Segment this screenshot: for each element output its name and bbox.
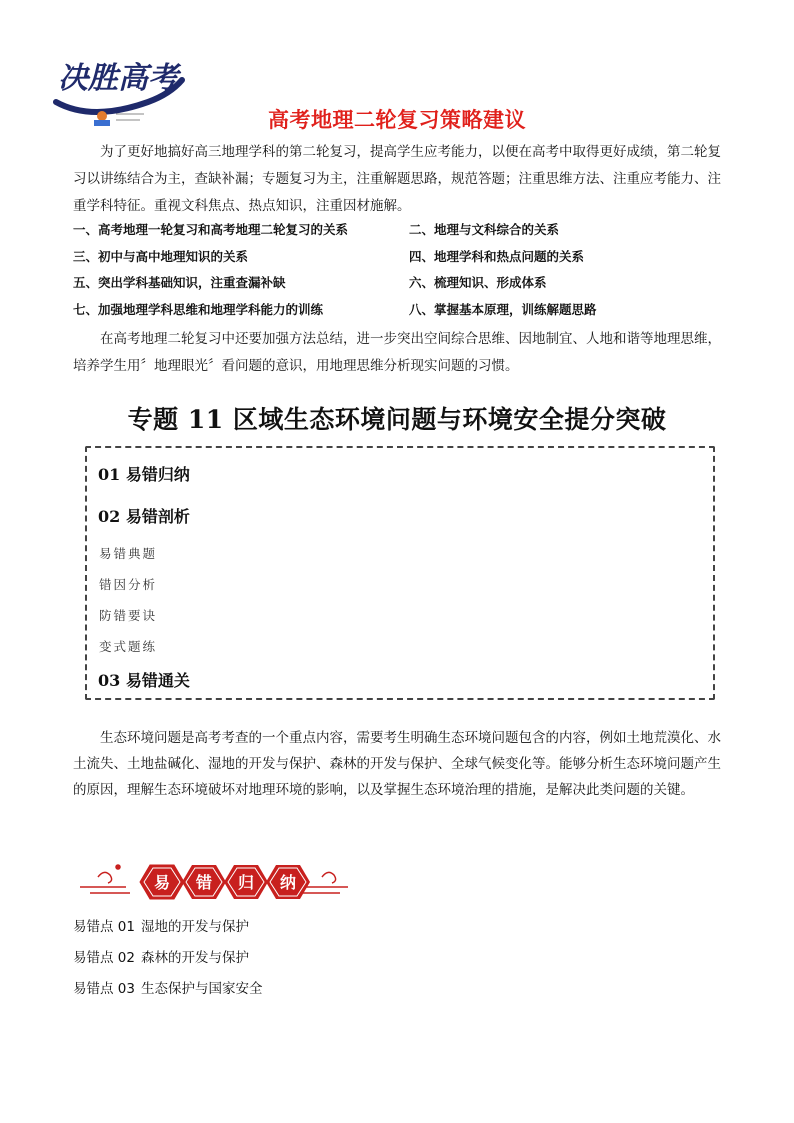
strategy-item: 四、地理学科和热点问题的关系 (409, 248, 585, 264)
strategy-row (73, 220, 723, 247)
banner-char: 纳 (279, 873, 297, 892)
banner-char: 归 (237, 873, 255, 892)
outline-heading-2: 02 易错剖析 (98, 507, 190, 526)
logo-text: 决胜高考 (58, 61, 178, 96)
banner-char: 易 (153, 873, 171, 892)
error-point (73, 945, 268, 976)
banner-char: 错 (195, 873, 213, 892)
error-point-title: 湿地的开发与保护 (140, 919, 249, 935)
topic-title: 专题 11 区域生态环境问题与环境安全提分突破 (127, 405, 667, 434)
outline-heading-3: 03 易错通关 (98, 671, 190, 690)
strategy-row (73, 247, 723, 274)
section-banner (78, 853, 350, 911)
strategy-row (73, 273, 723, 300)
outline-subitem: 易错典题 (99, 546, 158, 561)
strategy-row (73, 300, 723, 327)
error-point (73, 914, 268, 945)
strategy-item: 二、地理与文科综合的关系 (409, 222, 560, 237)
outline-subitem: 防错要诀 (99, 608, 158, 623)
error-point-title: 生态保护与国家安全 (140, 981, 263, 997)
outline-subitem: 变式题练 (99, 639, 158, 654)
strategy-item: 三、初中与高中地理知识的关系 (73, 248, 249, 264)
outline-box (85, 446, 715, 700)
strategy-list (73, 220, 723, 326)
error-point-list (73, 914, 268, 1007)
banner-ornament-left (80, 865, 130, 893)
outro-paragraph: 在高考地理二轮复习中还要加强方法总结，进一步突出空间综合思维、因地制宜、人地和谐等地理思维，培养学生用〞地理眼光〞看问题的意识，用地理思维分析现实问题的习惯。 (73, 331, 721, 374)
strategy-item: 一、高考地理一轮复习和高考地理二轮复习的关系 (73, 222, 349, 237)
error-point-code: 易错点 01 (73, 919, 135, 935)
strategy-item: 五、突出学科基础知识，注重查漏补缺 (73, 275, 286, 290)
intro-paragraph: 为了更好地搞好高三地理学科的第二轮复习，提高学生应考能力，以便在高考中取得更好成绩，第二轮复习以讲练结合为主，查缺补漏；专题复习为主，注重解题思路，规范答题；注重思维方法、注重应考能力、注重学科特征。重视文科焦点、热点知识，注重因材施解。 (73, 144, 721, 214)
error-point-title: 森林的开发与保护 (140, 950, 249, 966)
strategy-item: 六、梳理知识、形成体系 (409, 275, 547, 290)
main-title: 高考地理二轮复习策略建议 (268, 108, 526, 132)
outline-subitem: 错因分析 (99, 577, 158, 592)
body-paragraph: 生态环境问题是高考考查的一个重点内容，需要考生明确生态环境问题包含的内容，例如土地荒漠化、水土流失、土地盐碱化、湿地的开发与保护、森林的开发与保护、全球气候变化等。能够分析生态环境问题产生的原因，理解生态环境破坏对地理环境的影响，以及掌握生态环境治理的措施，是解决此类问题的关键。 (73, 730, 721, 798)
strategy-item: 七、加强地理学科思维和地理学科能力的训练 (73, 301, 324, 317)
outline-heading-1: 01 易错归纳 (98, 465, 190, 484)
error-point-code: 易错点 03 (73, 981, 135, 997)
error-point (73, 976, 268, 1007)
error-point-code: 易错点 02 (73, 950, 135, 966)
strategy-item: 八、掌握基本原理，训练解题思路 (409, 301, 597, 317)
